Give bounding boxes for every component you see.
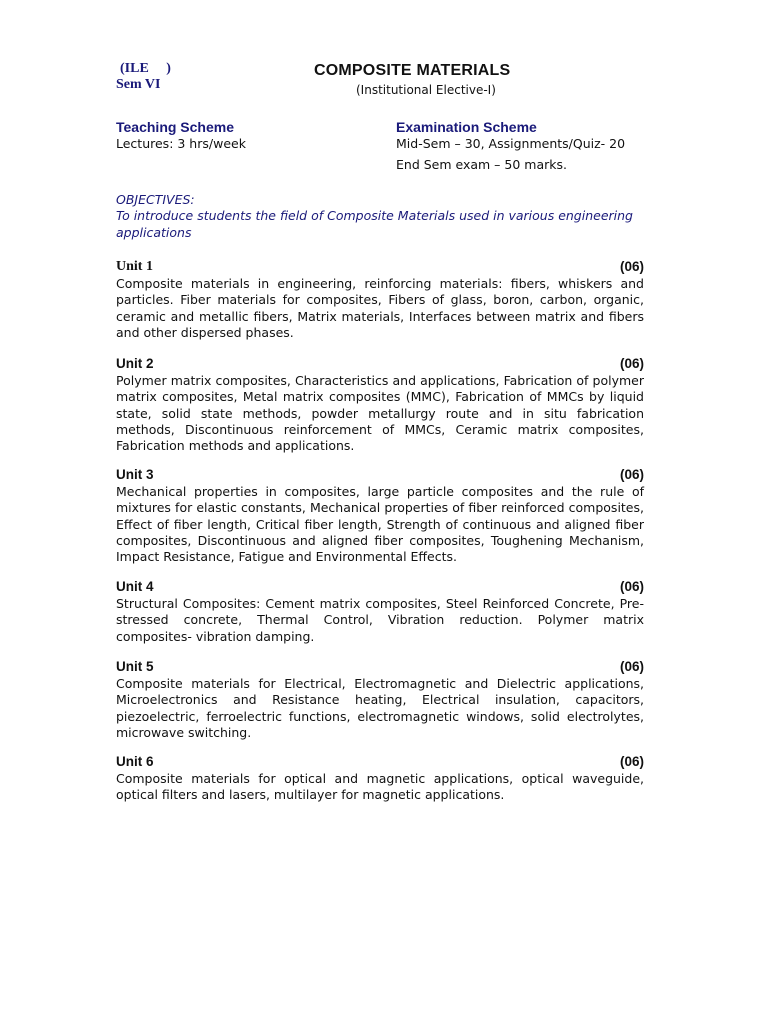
unit-header: [116, 356, 644, 373]
unit-description: Composite materials for optical and magnetic applications, optical waveguide, optical filters and lasers, multilayer for magnetic applications.: [116, 771, 644, 803]
course-code: (ILE ): [120, 61, 171, 76]
unit-header: [116, 754, 644, 771]
unit-title: Unit 4: [116, 579, 154, 594]
unit-3-section: [116, 467, 644, 565]
unit-hours: (06): [619, 754, 644, 769]
objectives-text: To introduce students the field of Composite Materials used in various engineering applications: [116, 208, 633, 240]
unit-description: Composite materials for Electrical, Electromagnetic and Dielectric applications, Microelectronics and Resistance heating, Electrical insulation, capacitors, piezoelectric, ferroelectric functions, electromagnetic windows, solid electrolytes, microwave switching.: [116, 676, 644, 740]
unit-hours: (06): [619, 356, 644, 371]
unit-description: Mechanical properties in composites, large particle composites and the rule of mixtures for elastic constants, Mechanical properties of fiber reinforced composites, Effect of fiber length, Critical fiber length, Strength of continuous and aligned fiber composites, Discontinuous and aligned fiber composites, Toughening Mechanism, Impact Resistance, Fatigue and Environmental Effects.: [116, 484, 644, 565]
unit-header: [116, 659, 644, 676]
page-title: COMPOSITE MATERIALS: [314, 62, 511, 79]
unit-header: [116, 579, 644, 596]
unit-hours: (06): [619, 467, 644, 482]
unit-5-section: [116, 659, 644, 741]
examination-scheme-line-1: Mid-Sem – 30, Assignments/Quiz- 20: [396, 136, 626, 151]
unit-4-section: [116, 579, 644, 645]
page-subtitle: (Institutional Elective-I): [356, 83, 496, 97]
unit-description: Structural Composites: Cement matrix composites, Steel Reinforced Concrete, Pre-stressed concrete, Thermal Control, Vibration reduction. Polymer matrix composites- vibration damping.: [116, 596, 644, 644]
unit-title: Unit 3: [116, 467, 154, 482]
unit-hours: (06): [619, 579, 644, 594]
unit-description: Composite materials in engineering, reinforcing materials: fibers, whiskers and particles. Fiber materials for composites, Fibers of glass, boron, carbon, organic, ceramic and metallic fibers, Matrix materials, Interfaces between matrix and fibers and other dispersed phases.: [116, 276, 644, 340]
semester-label: Sem VI: [116, 77, 161, 92]
examination-scheme-line-2: End Sem exam – 50 marks.: [396, 157, 567, 172]
unit-title: Unit 5: [116, 659, 154, 674]
unit-1-section: [116, 259, 644, 341]
teaching-scheme-heading: Teaching Scheme: [116, 119, 235, 135]
unit-hours: (06): [619, 659, 644, 674]
unit-title: Unit 1: [116, 259, 153, 274]
unit-6-section: [116, 754, 644, 804]
unit-2-section: [116, 356, 644, 454]
unit-title: Unit 6: [116, 754, 154, 769]
unit-hours: (06): [619, 259, 644, 274]
unit-header: [116, 259, 644, 276]
unit-title: Unit 2: [116, 356, 154, 371]
unit-header: [116, 467, 644, 484]
unit-description: Polymer matrix composites, Characteristics and applications, Fabrication of polymer matrix composites, Metal matrix composites (MMC), Fabrication of MMCs by liquid state, solid state methods, powder metallurgy route and in situ fabrication methods, Discontinuous reinforcement of MMCs, Ceramic matrix composites, Fabrication methods and applications.: [116, 373, 644, 454]
teaching-scheme-lectures: Lectures: 3 hrs/week: [116, 136, 246, 151]
objectives-heading: OBJECTIVES:: [116, 192, 195, 207]
examination-scheme-heading: Examination Scheme: [396, 119, 537, 135]
